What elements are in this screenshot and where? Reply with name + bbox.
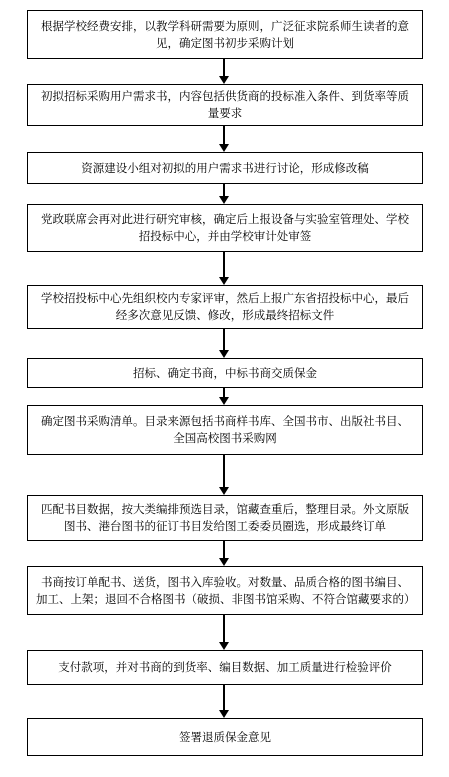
step-1-text: 根据学校经费安排，以教学科研需要为原则，广泛征求院系师生读者的意见，确定图书初步采购计划 — [41, 18, 409, 50]
step-2-box — [27, 84, 423, 126]
step-6-text: 招标、确定书商，中标书商交质保金 — [133, 365, 317, 380]
step-9-box — [27, 566, 423, 615]
step-6-box — [27, 358, 423, 388]
step-1-box — [27, 10, 423, 59]
step-3-box — [27, 152, 423, 184]
step-11-box — [27, 718, 423, 756]
step-7-text: 确定图书采购清单。目录来源包括书商样书库、全国书市、出版社书目、全国高校图书采购网 — [41, 414, 409, 445]
step-8-text: 匹配书目数据，按大类编排预选目录，馆藏查重后，整理目录。外文原版图书、港台图书的征订书目发给图工委委员圈选，形成最终订单 — [41, 502, 409, 533]
step-11-text: 签署退质保金意见 — [179, 729, 271, 744]
step-2-text: 初拟招标采购用户需求书，内容包括供货商的投标准入条件、到货率等质量要求 — [41, 89, 409, 120]
step-4-text: 党政联席会再对此进行研究审核，确定后上报设备与实验室管理处、学校招投标中心，并由学校审计处审签 — [41, 212, 409, 243]
step-5-text: 学校招投标中心先组织校内专家评审，然后上报广东省招投标中心，最后经多次意见反馈、修改，形成最终招标文件 — [41, 291, 409, 322]
step-7-box — [27, 405, 423, 455]
step-10-box — [27, 650, 423, 685]
step-9-text: 书商按订单配书、送货，图书入库验收。对数量、品质合格的图书编目、加工、上架；退回不合格图书（破损、非图书馆采购、不符合馆藏要求的） — [36, 574, 416, 606]
step-10-text: 支付款项，并对书商的到货率、编目数据、加工质量进行检验评价 — [58, 660, 392, 674]
step-8-box — [27, 495, 423, 541]
step-4-box — [27, 204, 423, 252]
step-3-text: 资源建设小组对初拟的用户需求书进行讨论，形成修改稿 — [81, 160, 369, 175]
step-5-box — [27, 285, 423, 329]
